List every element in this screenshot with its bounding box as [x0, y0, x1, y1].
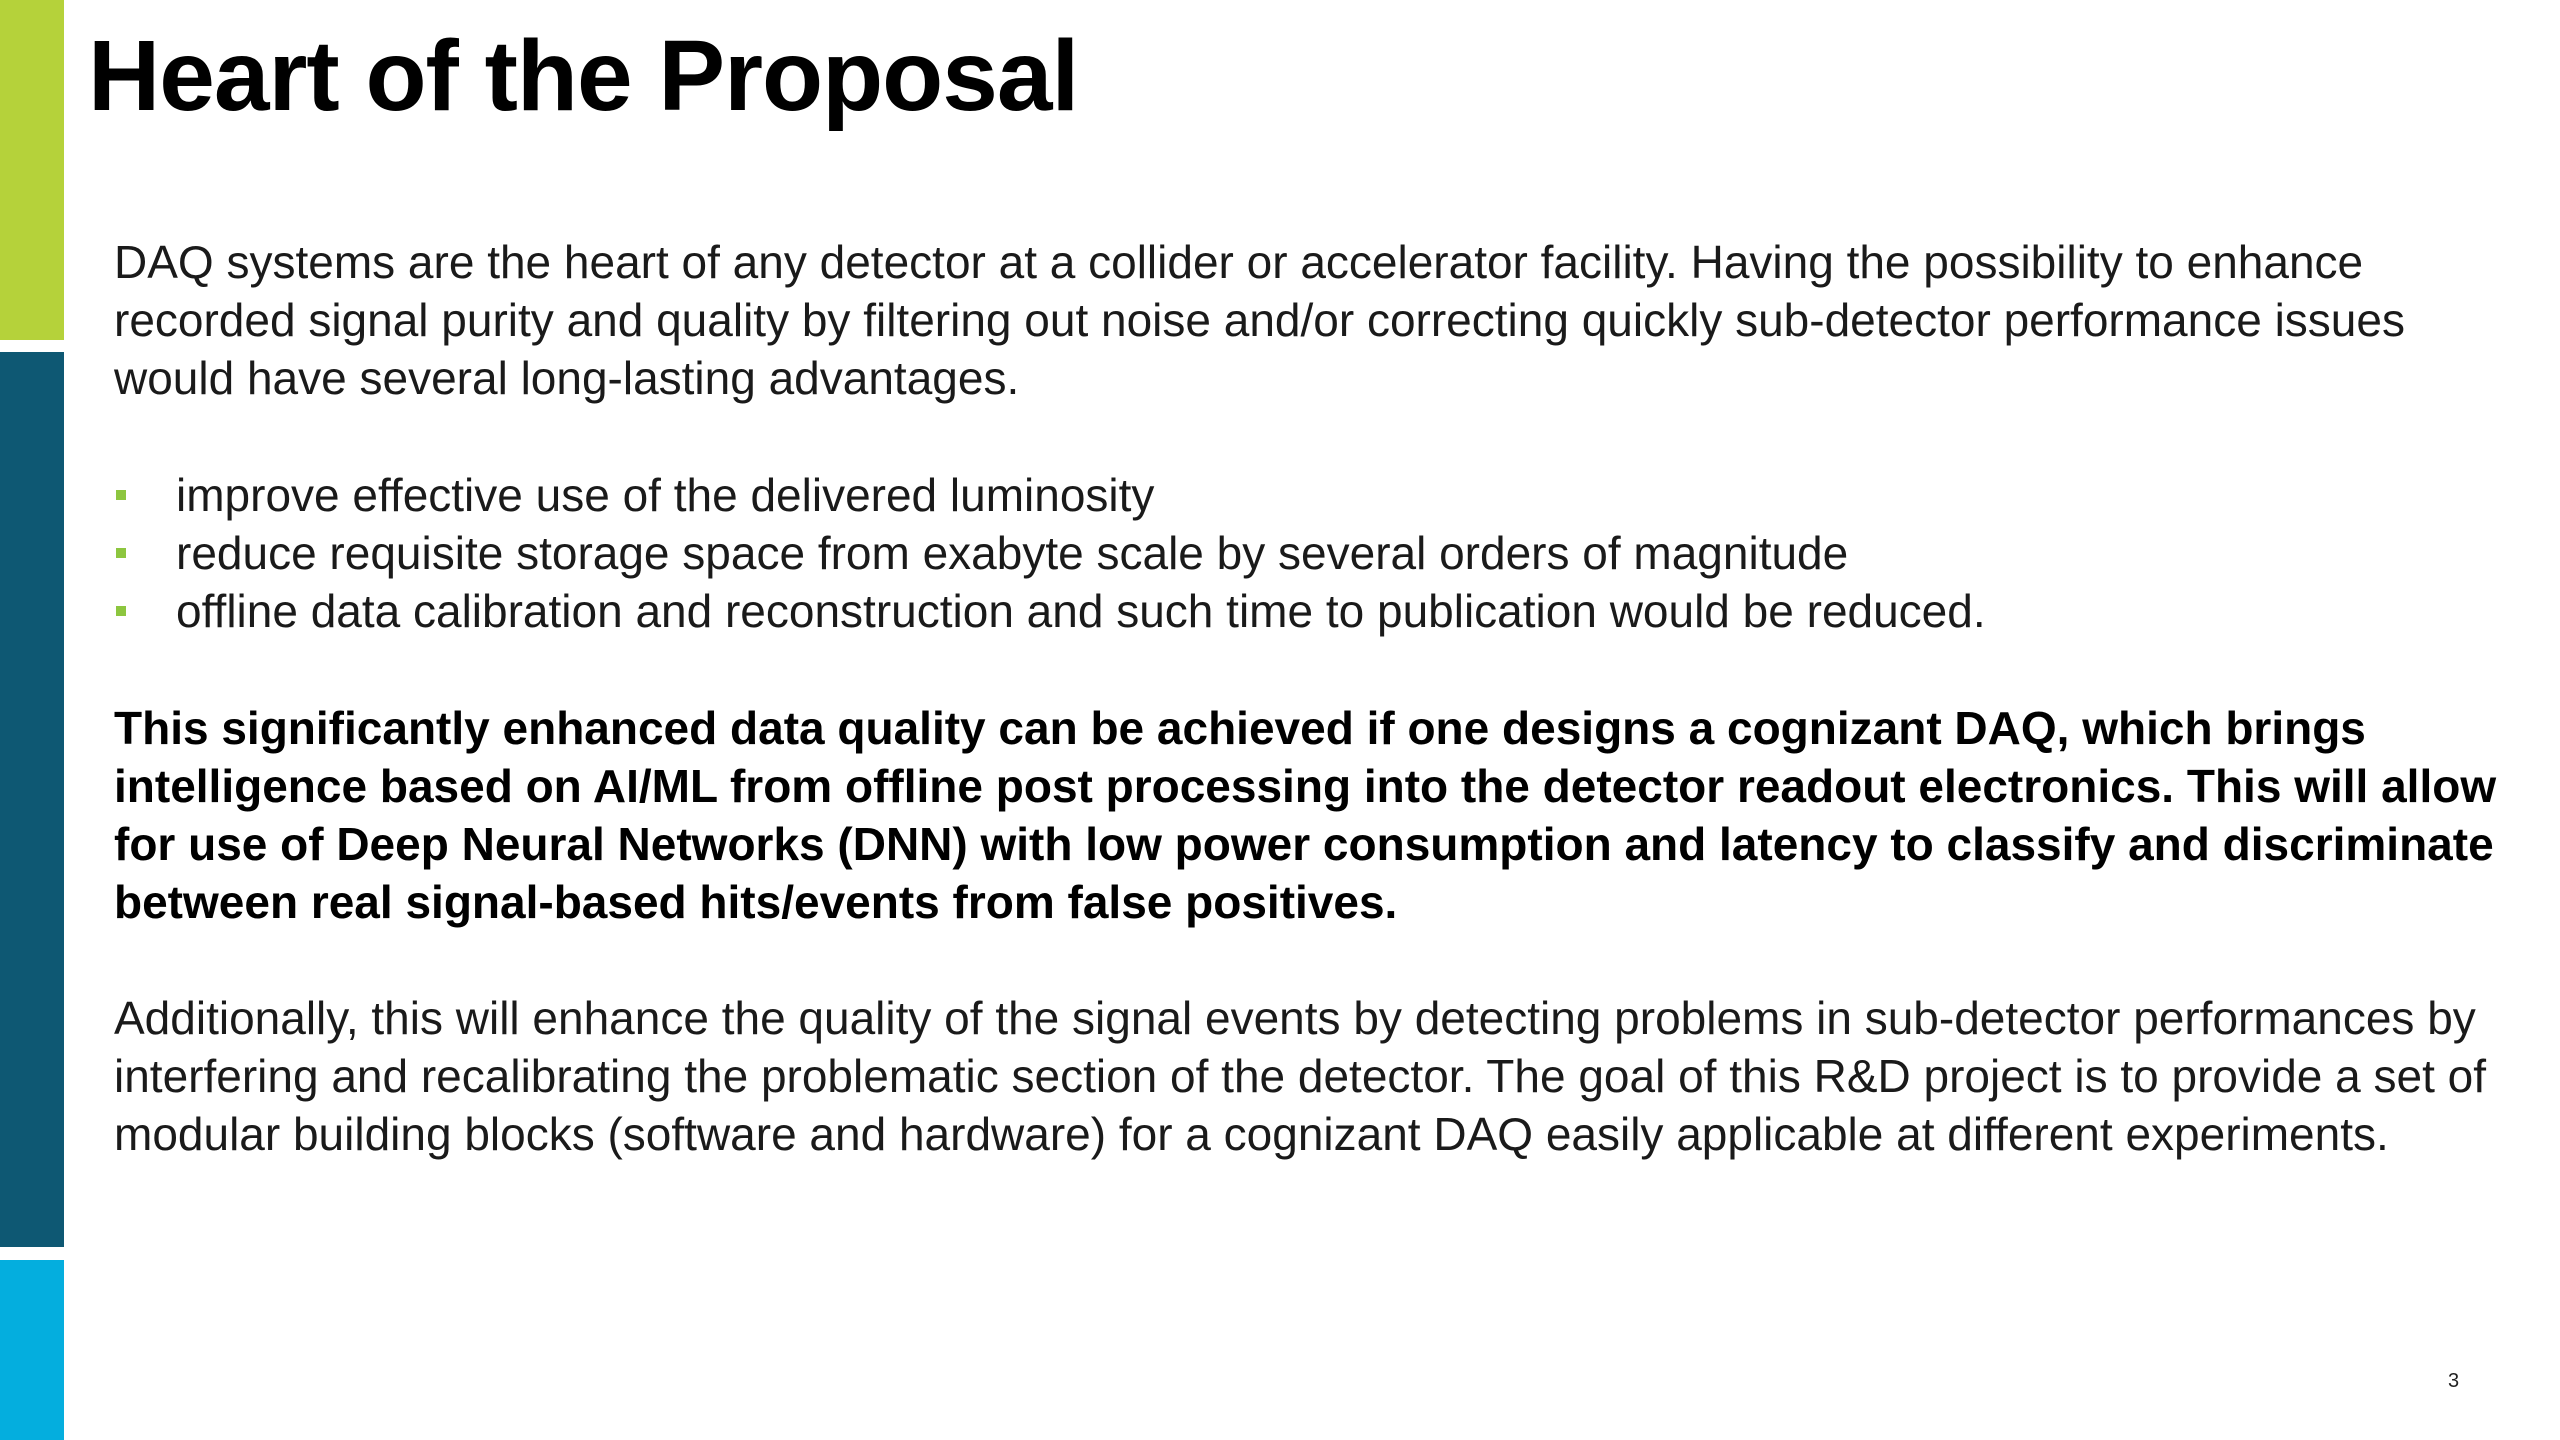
intro-paragraph: DAQ systems are the heart of any detector at a collider or accelerator facility. Having the possibility to enhance recorded signal purity and quality by filtering out noise and/or correcting quickly sub-detector performance issues would have several long-lasting advantages.	[114, 236, 2405, 404]
list-item	[114, 582, 1986, 640]
closing-paragraph: Additionally, this will enhance the quality of the signal events by detecting problems in sub-detector performances by interfering and recalibrating the problematic section of the detector. The goal of this R&D project is to provide a set of modular building blocks (software and hardware) for a cognizant DAQ easily applicable at different experiments.	[114, 992, 2487, 1160]
square-bullet-icon	[116, 606, 126, 616]
accent-bar-navy	[0, 352, 64, 1247]
list-item-text: improve effective use of the delivered luminosity	[176, 469, 1155, 521]
list-item	[114, 466, 1986, 524]
accent-bar-cyan	[0, 1260, 64, 1440]
square-bullet-icon	[116, 548, 126, 558]
square-bullet-icon	[116, 490, 126, 500]
list-item	[114, 524, 1986, 582]
emphasis-paragraph: This significantly enhanced data quality can be achieved if one designs a cognizant DAQ, which brings intelligence based on AI/ML from offline post processing into the detector readout electronics. This will allow for use of Deep Neural Networks (DNN) with low power consumption and latency to classify and discriminate between real signal-based hits/events from false positives.	[114, 702, 2497, 928]
slide-title: Heart of the Proposal	[88, 20, 1079, 132]
list-item-text: reduce requisite storage space from exabyte scale by several orders of magnitude	[176, 527, 1849, 579]
advantages-list	[114, 466, 1986, 640]
list-item-text: offline data calibration and reconstruction and such time to publication would be reduced.	[176, 585, 1986, 637]
slide-number: 3	[2448, 1370, 2460, 1392]
accent-bar-green	[0, 0, 64, 340]
